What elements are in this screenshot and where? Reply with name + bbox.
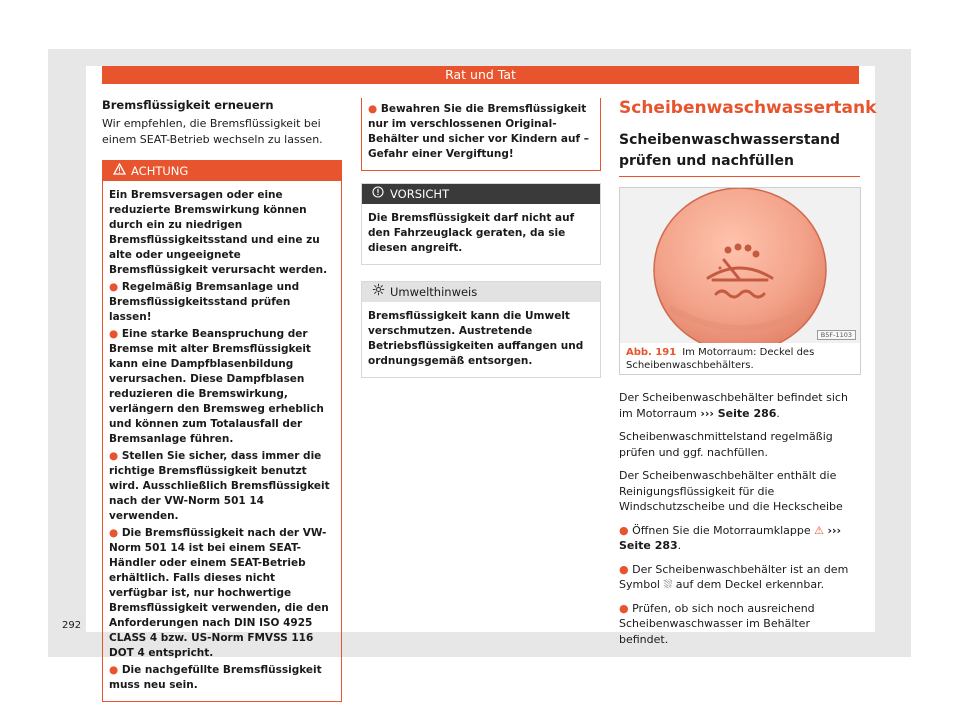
section-intro: Wir empfehlen, die Bremsflüssigkeit bei einem SEAT-Betrieb wechseln zu lassen.: [102, 117, 323, 146]
warning-box: [102, 160, 342, 702]
caution-text: Die Bremsflüssigkeit darf nicht auf den Fahrzeuglack geraten, da sie diesen angreift.: [368, 212, 575, 254]
paragraph: Der Scheibenwaschbehälter enthält die Reinigungsflüssigkeit für die Windschutzscheibe und die Heckscheibe: [619, 469, 843, 513]
environment-header: [362, 282, 600, 302]
warning-item: ● Die nachgefüllte Bremsflüssigkeit muss neu sein.: [109, 664, 322, 691]
list-item: ● Prüfen, ob sich noch ausreichend Scheibenwaschwasser im Behälter befindet.: [619, 601, 815, 646]
environment-icon: [370, 282, 386, 302]
warning-item: ● Stellen Sie sicher, dass immer die richtige Bremsflüssigkeit benutzt wird. Ausschließlich Bremsflüssigkeit nach der VW-Norm 501 14 verwenden.: [109, 450, 330, 522]
washer-cap-illustration: [620, 188, 860, 343]
section-heading: Bremsflüssigkeit erneuern: [102, 98, 274, 112]
page-reference-link[interactable]: ››› Seite 286: [700, 406, 777, 420]
warning-triangle-icon: ⚠: [814, 523, 824, 537]
warning-title: ACHTUNG: [131, 164, 189, 178]
page-number: 292: [62, 620, 82, 631]
warning-continued-body: [362, 98, 600, 170]
section-subtitle: Scheibenwaschwasserstand prüfen und nachfüllen: [619, 130, 860, 177]
washer-symbol-icon: ⛆: [663, 578, 673, 591]
page-header: Rat und Tat: [102, 66, 859, 84]
column-3: [619, 98, 877, 655]
list-item: ● Öffnen Sie die Motorraumklappe ⚠ ››› Seite 283.: [619, 523, 842, 552]
paragraph: Scheibenwaschmittelstand regelmäßig prüfen und ggf. nachfüllen.: [619, 430, 833, 459]
warning-item: ● Regelmäßig Bremsanlage und Bremsflüssigkeitsstand prüfen lassen!: [109, 281, 300, 323]
section-text: [619, 390, 860, 647]
list-item: ● Der Scheibenwaschbehälter ist an dem Symbol ⛆ auf dem Deckel erkennbar.: [619, 562, 849, 591]
paragraph: Der Scheibenwaschbehälter befindet sich im Motorraum ››› Seite 286.: [619, 391, 848, 420]
warning-box-continued: [361, 98, 601, 171]
warning-body: [103, 181, 341, 701]
environment-title: Umwelthinweis: [390, 285, 478, 299]
warning-triangle-icon: [111, 161, 127, 181]
caution-box: [361, 183, 601, 265]
section-title: Scheibenwaschwassertank: [619, 98, 877, 118]
figure-caption: Abb. 191 Im Motorraum: Deckel des Scheibenwaschbehälters.: [626, 347, 815, 371]
environment-box: [361, 281, 601, 378]
warning-header: [103, 161, 341, 181]
caution-title: VORSICHT: [390, 187, 450, 201]
warning-intro: Ein Bremsversagen oder eine reduzierte Bremswirkung können durch ein zu niedrigen Bremsflüssigkeitsstand und eine zu alte oder ungeeignete Bremsflüssigkeit verursacht werden.: [109, 189, 328, 276]
figure-code: B5F-1103: [817, 330, 856, 340]
warning-item: ● Die Bremsflüssigkeit nach der VW-Norm 501 14 ist bei einem SEAT-Händler oder einem SEAT-Betrieb erhältlich. Falls dieses nicht verfügbar ist, nur hochwertige Bremsflüssigkeit verwenden, die den Anforderungen nach DIN ISO 4925 CLASS 4 bzw. US-Norm FMVSS 116 DOT 4 entspricht.: [109, 527, 329, 659]
warning-item: ● Eine starke Beanspruchung der Bremse mit alter Bremsflüssigkeit kann eine Dampfblasenbildung verursachen. Diese Dampfblasen reduzieren die Bremswirkung, verlängern den Bremsweg erheblich und können zum Totalausfall der Bremsanlage führen.: [109, 328, 324, 445]
info-circle-icon: [370, 184, 386, 204]
column-2: [361, 98, 601, 378]
figure: [619, 187, 861, 375]
page-reference-link[interactable]: ››› Seite 283: [619, 523, 842, 552]
caution-header: [362, 184, 600, 204]
environment-text: Bremsflüssigkeit kann die Umwelt verschmutzen. Austretende Betriebsflüssigkeiten auffangen und ordnungsgemäß entsorgen.: [368, 310, 584, 367]
figure-image: [620, 188, 860, 343]
column-1: [102, 98, 342, 702]
warning-item: ● Bewahren Sie die Bremsflüssigkeit nur im verschlossenen Original-Behälter und sicher vor Kindern auf – Gefahr einer Vergiftung!: [368, 103, 589, 160]
